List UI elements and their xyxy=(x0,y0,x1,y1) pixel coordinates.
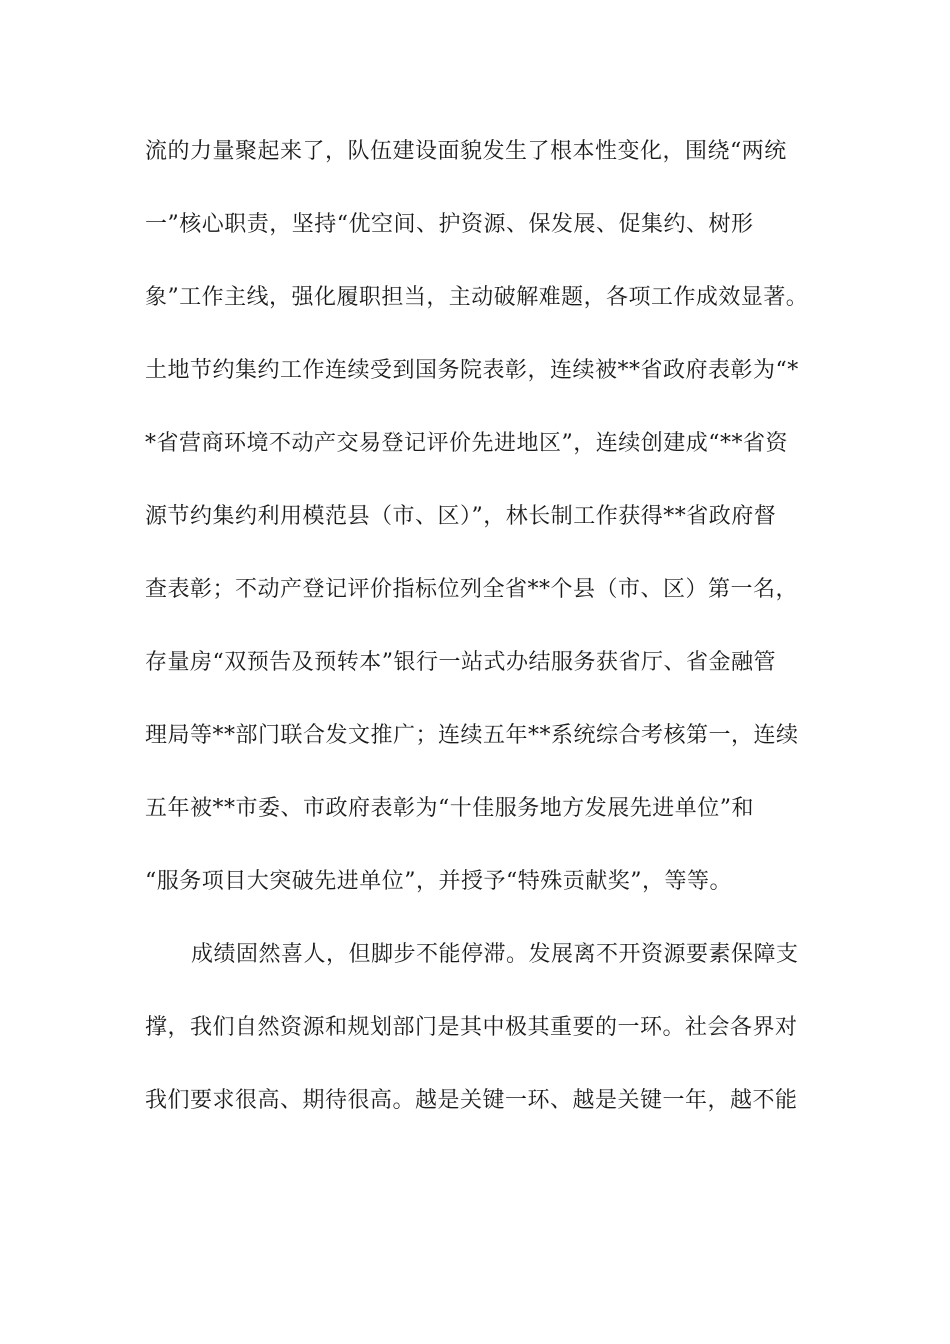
text-line: 撑，我们自然资源和规划部门是其中极其重要的一环。社会各界对 xyxy=(145,1015,798,1040)
text-line: 查表彰；不动产登记评价指标位列全省**个县（市、区）第一名， xyxy=(145,577,799,602)
text-line: 五年被**市委、市政府表彰为“十佳服务地方发展先进单位”和 xyxy=(145,796,754,821)
text-line: 一”核心职责，坚持“优空间、护资源、保发展、促集约、树形 xyxy=(145,212,754,237)
text-line: 源节约集约利用模范县（市、区）”，林长制工作获得**省政府督 xyxy=(145,504,777,529)
text-line: “服务项目大突破先进单位”，并授予“特殊贡献奖”，等等。 xyxy=(145,869,732,894)
text-line: 理局等**部门联合发文推广；连续五年**系统综合考核第一，连续 xyxy=(145,723,799,748)
text-line: 流的力量聚起来了，队伍建设面貌发生了根本性变化，围绕“两统 xyxy=(145,139,787,164)
paragraph-first-line: 成绩固然喜人，但脚步不能停滞。发展离不开资源要素保障支 xyxy=(191,942,799,967)
text-line: 存量房“双预告及预转本”银行一站式办结服务获省厅、省金融管 xyxy=(145,650,776,675)
text-line: *省营商环境不动产交易登记评价先进地区”，连续创建成“**省资 xyxy=(145,431,788,456)
text-line: 土地节约集约工作连续受到国务院表彰，连续被**省政府表彰为“* xyxy=(145,358,799,383)
text-line: 象”工作主线，强化履职担当，主动破解难题，各项工作成效显著。 xyxy=(145,285,809,310)
text-line: 我们要求很高、期待很高。越是关键一环、越是关键一年，越不能 xyxy=(145,1088,798,1113)
